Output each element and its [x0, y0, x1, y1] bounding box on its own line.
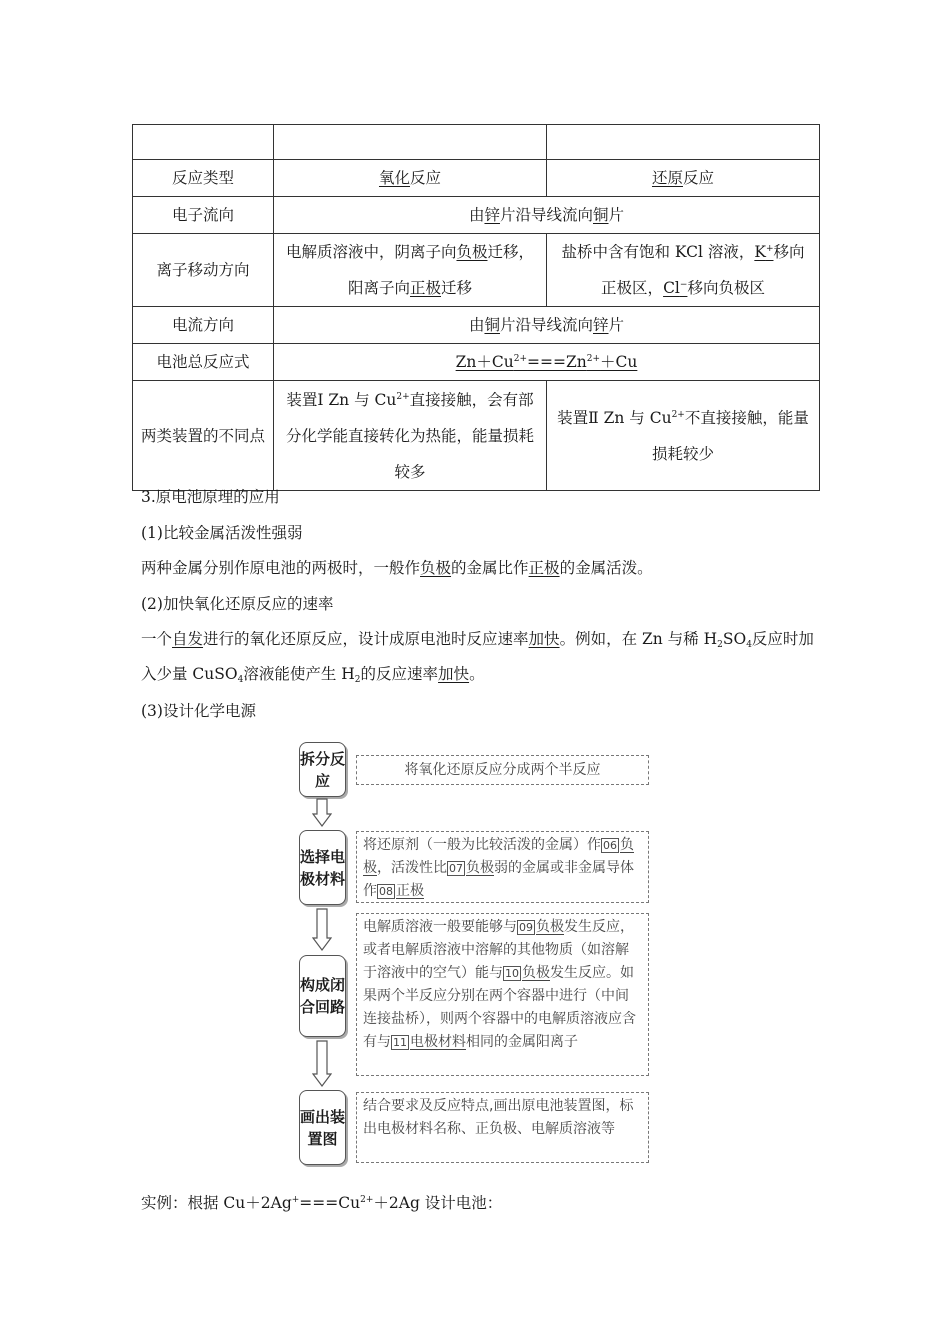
cell-text: 片	[608, 316, 625, 334]
flow-step-text: 将还原剂（一般为比较活泼的金属）作 06 负极，活泼性比 07 负极弱的金属或非金属导体作 08 正极	[356, 831, 649, 903]
down-arrow-icon	[312, 908, 332, 952]
row-label: 两类装置的不同点	[133, 381, 274, 491]
down-arrow-icon	[312, 798, 332, 828]
table-row	[133, 344, 820, 381]
row-label: 反应类型	[133, 160, 274, 197]
answer-blank: 铜	[484, 316, 500, 334]
section-title: 3.原电池原理的应用	[141, 488, 280, 506]
table-cell	[547, 125, 820, 160]
flow-step-text: 将氧化还原反应分成两个半反应	[356, 755, 649, 785]
row-label: 电池总反应式	[133, 344, 274, 381]
down-arrow-icon	[312, 1040, 332, 1088]
cell-text: 迁移，阳离子向	[347, 243, 535, 297]
table-cell	[274, 197, 820, 234]
cell-text: 片沿导线流向	[499, 206, 593, 224]
table-cell: 装置Ⅱ Zn 与 $Cu^{2+}$不直接接触，能量损耗较少	[547, 381, 820, 491]
row-label: 离子移动方向	[133, 234, 274, 307]
cell-text: 片	[608, 206, 625, 224]
row-label: 电子流向	[133, 197, 274, 234]
table-cell	[274, 234, 547, 307]
flow-step-label: 构成闭合回路	[299, 955, 346, 1037]
answer-blank: 负极	[456, 243, 488, 261]
table-cell	[274, 160, 547, 197]
table-cell	[547, 234, 820, 307]
answer-blank: 还原	[651, 169, 683, 187]
table-cell	[547, 160, 820, 197]
table-row	[133, 381, 820, 491]
answer-blank: 铜	[593, 206, 609, 224]
example-text: 实例：根据 $Cu+2Ag^+===Cu^{2+}+2Ag$ 设计电池：	[141, 1194, 503, 1212]
cell-text: 直接接触，会有部分化学能直接转化为热能，能量损耗较多	[285, 390, 534, 481]
table-row	[133, 197, 820, 234]
cell-text: 盐桥中含有饱和 KCl 溶液，	[561, 243, 755, 261]
flow-step-text: 结合要求及反应特点,画出原电池装置图，标出电极材料名称、正负极、电解质溶液等	[356, 1092, 649, 1163]
answer-blank: $Zn+Cu^{2+}===Zn^{2+}+Cu$	[455, 353, 638, 371]
table-cell	[133, 125, 274, 160]
subsection-title: (3)设计化学电源	[141, 702, 256, 720]
cell-text: 反应	[683, 169, 715, 187]
table-row	[133, 125, 820, 160]
table-row	[133, 307, 820, 344]
cell-text: 片沿导线流向	[499, 316, 593, 334]
subsection-title: (1)比较金属活泼性强弱	[141, 524, 303, 542]
answer-blank: Cl−	[663, 279, 688, 297]
cell-text: 迁移	[441, 279, 473, 297]
cell-text: 不直接接触，能量损耗较少	[651, 408, 809, 463]
row-label: 电流方向	[133, 307, 274, 344]
cell-text: 装置Ⅱ Zn 与 Cu	[557, 408, 672, 427]
answer-blank: K+	[754, 243, 774, 261]
flow-step-label: 拆分反应	[299, 742, 346, 797]
cell-text: 移向正极区，	[601, 243, 805, 297]
flow-step-label: 画出装置图	[299, 1090, 346, 1165]
flow-step-text: 电解质溶液一般要能够与 09 负极发生反应，或者电解质溶液中溶解的其他物质（如溶解于溶液中的空气）能与 10 负极发生反应。如果两个半反应分别在两个容器中进行（中间连接盐桥），则两个容器中的电解质溶液应含有与 11 电极材料相同的金属阳离子	[356, 913, 649, 1076]
cell-text: 电解质溶液中，阴离子向	[285, 243, 457, 261]
answer-blank: 氧化	[378, 169, 410, 187]
table-cell	[274, 344, 820, 381]
answer-blank: 锌	[593, 316, 609, 334]
cell-text: 移向负极区	[687, 279, 765, 297]
cell-text: 装置Ⅰ Zn 与 Cu	[286, 390, 397, 409]
table-row	[133, 234, 820, 307]
cell-text: 由	[468, 316, 485, 334]
cell-text: 反应	[410, 169, 442, 187]
comparison-table	[132, 124, 820, 491]
table-cell	[274, 125, 547, 160]
paragraph: 两种金属分别作原电池的两极时，一般作负极的金属比作正极的金属活泼。	[141, 559, 653, 577]
flow-step-label: 选择电极材料	[299, 830, 346, 905]
answer-blank: 正极	[409, 279, 441, 297]
table-cell: 装置Ⅰ Zn 与 $Cu^{2+}$直接接触，会有部分化学能直接转化为热能，能量损耗较多	[274, 381, 547, 491]
answer-blank: 锌	[484, 206, 500, 224]
table-row	[133, 160, 820, 197]
cell-text: 由	[468, 206, 485, 224]
subsection-title: (2)加快氧化还原反应的速率	[141, 595, 334, 613]
table-cell	[274, 307, 820, 344]
paragraph: 一个自发进行的氧化还原反应，设计成原电池时反应速率加快。例如，在 Zn 与稀 $H_2SO_4$反应时加入少量 CuSO$_4$溶液能使产生 $H_2$的反应速率加快。	[141, 630, 814, 685]
